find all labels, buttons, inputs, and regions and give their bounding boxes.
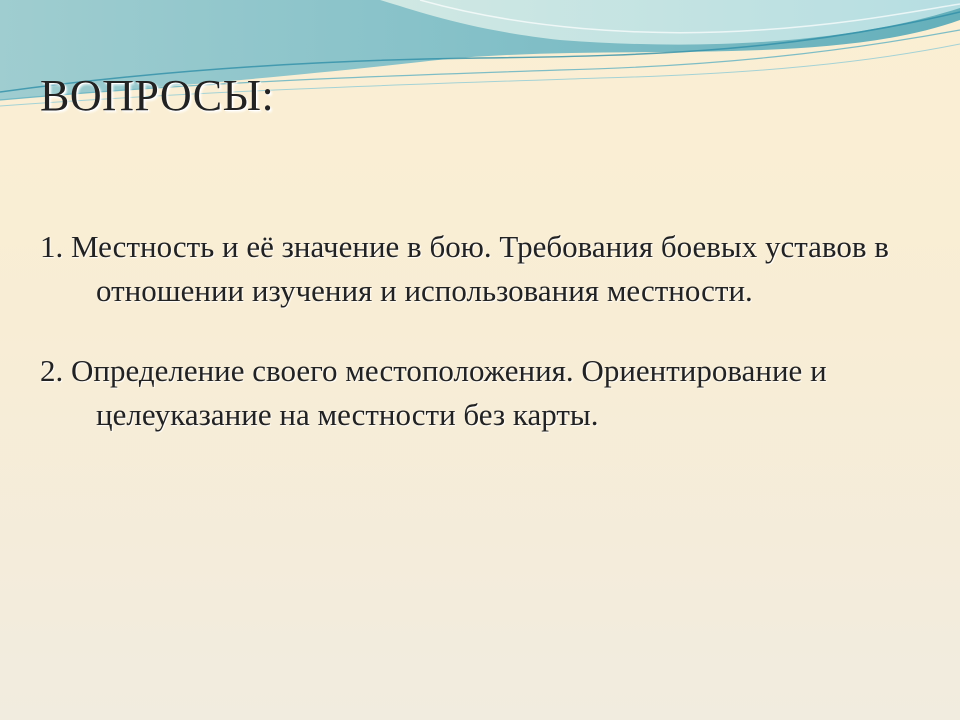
question-item-2: 2. Определение своего местоположения. Ориентирование и целеуказание на местности без карты. <box>40 353 827 432</box>
question-item-1: 1. Местность и её значение в бою. Требования боевых уставов в отношении изучения и использования местности. <box>40 229 889 308</box>
slide-body <box>40 225 920 437</box>
slide-title: ВОПРОСЫ: <box>40 71 275 120</box>
